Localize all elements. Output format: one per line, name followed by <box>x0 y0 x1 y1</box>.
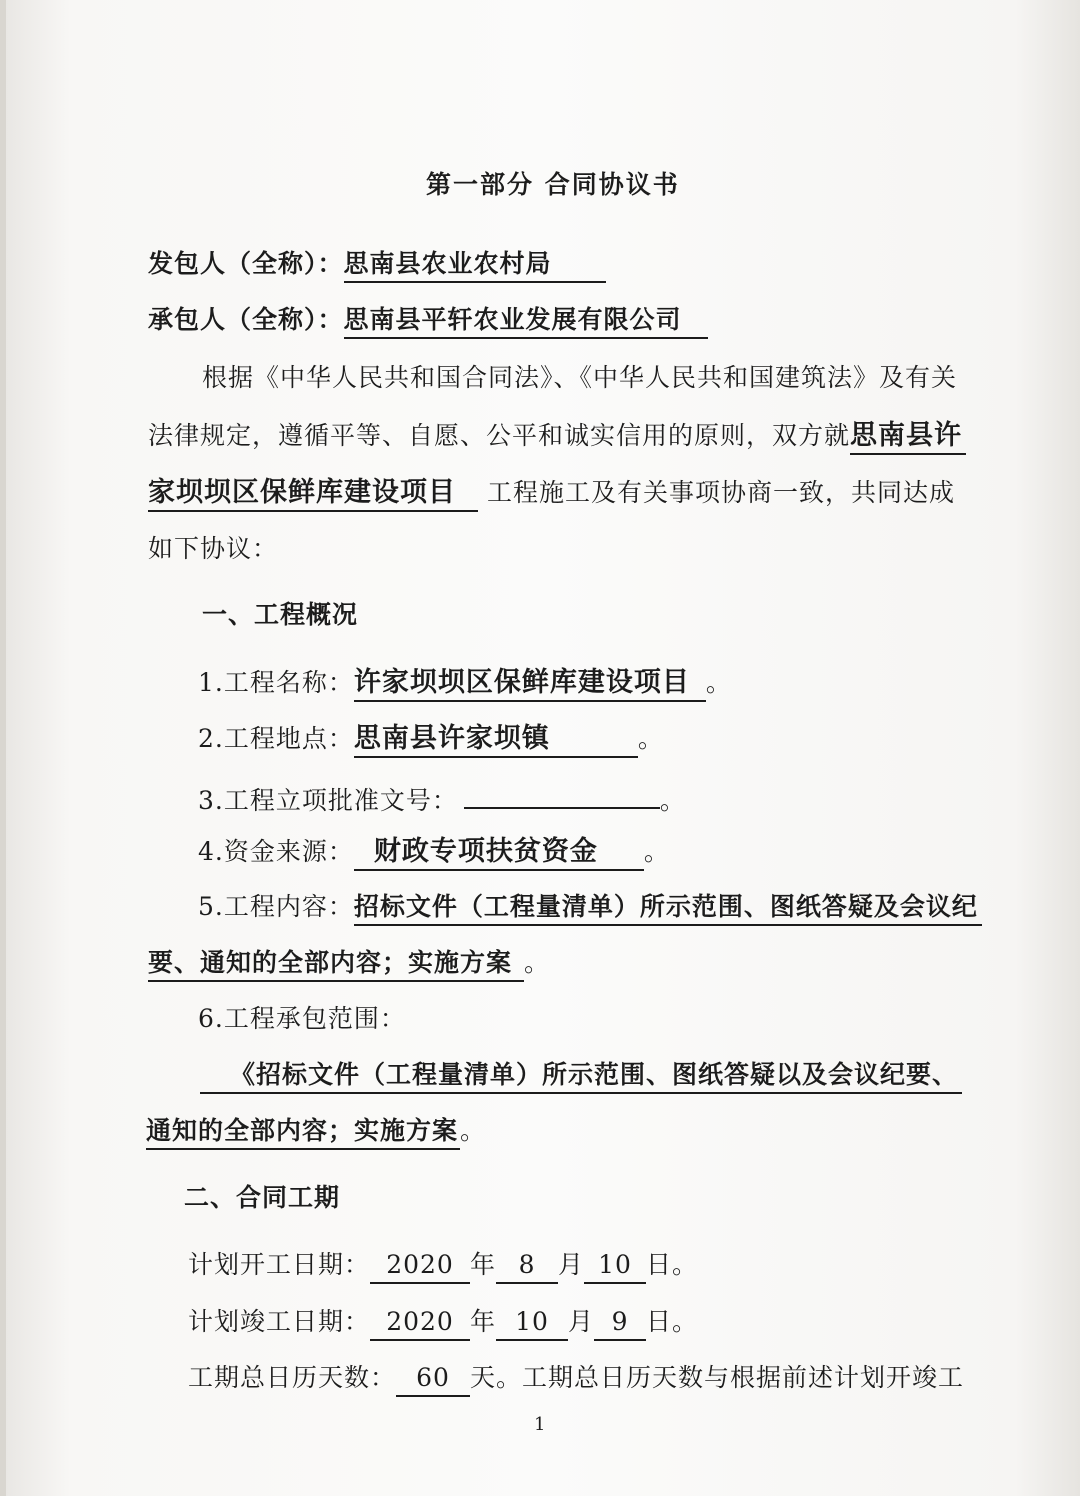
start-date-label: 计划开工日期： <box>188 1250 371 1279</box>
end-date-line <box>188 1305 698 1341</box>
item3-label: 3.工程立项批准文号： <box>198 786 458 815</box>
item6-line-2 <box>146 1114 486 1150</box>
document-title: 第一部分 合同协议书 <box>426 170 680 199</box>
item1-period: 。 <box>705 668 732 697</box>
end-day-unit: 日。 <box>646 1307 699 1336</box>
section2-heading: 二、合同工期 <box>184 1183 341 1212</box>
item3-blank <box>464 779 660 809</box>
item2-value: 思南县许家坝镇 <box>354 722 638 758</box>
item4-period: 。 <box>643 837 670 866</box>
start-month: 8 <box>496 1248 558 1284</box>
end-month-unit: 月 <box>568 1307 595 1336</box>
duration-value: 60 <box>396 1361 470 1397</box>
contractor-line <box>148 303 708 339</box>
employer-label: 发包人（全称）： <box>148 249 344 278</box>
item2-line <box>198 722 664 758</box>
item3-line <box>198 779 686 818</box>
item6-period: 。 <box>460 1116 487 1145</box>
project-name-part-b: 家坝坝区保鲜库建设项目 <box>148 476 478 512</box>
start-day-unit: 日。 <box>646 1250 699 1279</box>
page-number: 1 <box>534 1414 547 1435</box>
item1-label: 1.工程名称： <box>198 668 354 697</box>
intro-line-1: 根据《中华人民共和国合同法》、《中华人民共和国建筑法》及有关 <box>202 363 958 392</box>
employer-value: 思南县农业农村局 <box>344 247 606 283</box>
item1-value: 许家坝坝区保鲜库建设项目 <box>354 666 706 702</box>
item3-period: 。 <box>659 786 686 815</box>
item6-value-b: 通知的全部内容；实施方案 <box>146 1114 460 1150</box>
item6-label: 6.工程承包范围： <box>198 1004 406 1033</box>
end-date-label: 计划竣工日期： <box>188 1307 371 1336</box>
section1-heading: 一、工程概况 <box>202 600 359 629</box>
item5-label: 5.工程内容： <box>198 892 354 921</box>
contractor-label: 承包人（全称）： <box>148 305 344 334</box>
duration-tail: 天。工期总日历天数与根据前述计划开竣工 <box>470 1363 965 1392</box>
start-year: 2020 <box>370 1248 470 1284</box>
start-date-line <box>188 1248 698 1284</box>
start-day: 10 <box>584 1248 646 1284</box>
intro-line-4: 如下协议： <box>148 534 279 563</box>
intro-text-3: 工程施工及有关事项协商一致，共同达成 <box>486 478 955 507</box>
intro-line-2 <box>148 419 966 455</box>
duration-line <box>188 1361 964 1397</box>
item2-period: 。 <box>637 724 664 753</box>
project-name-part-a: 思南县许 <box>850 419 966 455</box>
end-year-unit: 年 <box>470 1307 497 1336</box>
end-year: 2020 <box>370 1305 470 1341</box>
intro-line-3 <box>148 476 955 512</box>
intro-text-2: 法律规定，遵循平等、自愿、公平和诚实信用的原则，双方就 <box>148 421 851 450</box>
item4-value: 财政专项扶贫资金 <box>354 835 644 871</box>
item5-line-2 <box>148 946 550 982</box>
end-day: 9 <box>594 1305 646 1341</box>
item5-value-b: 要、通知的全部内容；实施方案 <box>148 946 524 982</box>
item6-line-1 <box>200 1058 962 1094</box>
item4-label: 4.资金来源： <box>198 837 354 866</box>
item4-line <box>198 835 670 871</box>
duration-label: 工期总日历天数： <box>188 1363 397 1392</box>
start-year-unit: 年 <box>470 1250 497 1279</box>
item2-label: 2.工程地点： <box>198 724 354 753</box>
item5-line-1 <box>198 890 982 926</box>
item5-value-a: 招标文件（工程量清单）所示范围、图纸答疑及会议纪 <box>354 890 982 926</box>
contractor-value: 思南县平轩农业发展有限公司 <box>344 303 708 339</box>
item1-line <box>198 666 732 702</box>
item6-value-a: 《招标文件（工程量清单）所示范围、图纸答疑以及会议纪要、 <box>200 1058 962 1094</box>
item5-period: 。 <box>524 948 551 977</box>
end-month: 10 <box>496 1305 568 1341</box>
document-page <box>6 0 1080 1496</box>
start-month-unit: 月 <box>558 1250 585 1279</box>
employer-line <box>148 247 606 283</box>
